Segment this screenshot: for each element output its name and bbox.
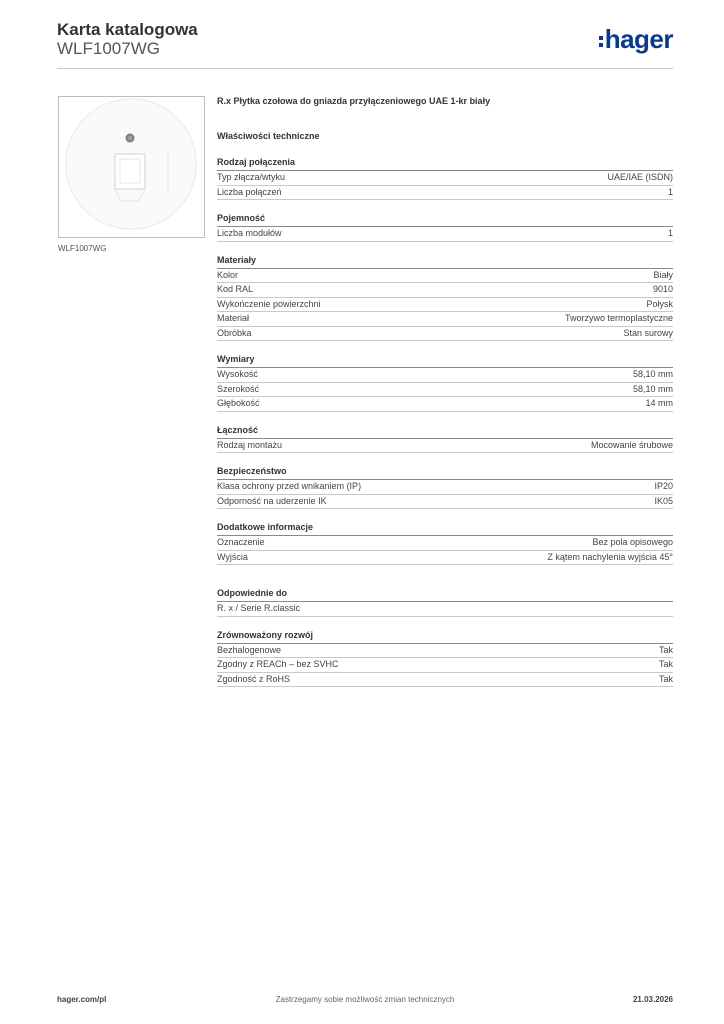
spec-label: Zgodność z RoHS (217, 673, 291, 684)
product-image (59, 97, 204, 237)
spec-section (217, 587, 673, 617)
spec-row (217, 644, 673, 659)
spec-section (217, 521, 673, 565)
spec-row (217, 551, 673, 566)
spec-value: Biały (653, 269, 673, 280)
spec-value: Tak (658, 673, 673, 684)
spec-label: R. x / Serie R.classic (217, 603, 301, 613)
spec-row (217, 439, 673, 454)
footer-website: hager.com/pl (57, 995, 107, 1004)
spec-label: Liczba połączeń (217, 186, 282, 197)
spec-value: 9010 (652, 284, 673, 294)
spec-row (217, 227, 673, 242)
spec-value: 58,10 mm (632, 369, 673, 379)
product-name: R.x Płytka czołowa do gniazda przyłączeniowego UAE 1-kr biały (217, 96, 491, 106)
spec-label: Wyjścia (217, 551, 248, 562)
section-title: Rodzaj połączenia (217, 156, 673, 171)
spec-label: Głębokość (217, 398, 260, 408)
spec-row (217, 480, 673, 495)
spec-label: Oznaczenie (217, 537, 265, 547)
image-caption: WLF1007WG (58, 244, 107, 253)
spec-label: Liczba modułów (217, 228, 282, 238)
spec-row (217, 283, 673, 298)
spec-label: Obróbka (217, 327, 252, 338)
spec-value: IP20 (654, 481, 673, 491)
spec-row (217, 383, 673, 398)
spec-label: Kolor (217, 269, 239, 280)
technical-properties-heading: Właściwości techniczne (217, 131, 320, 141)
spec-row (217, 673, 673, 688)
spec-value: IK05 (654, 495, 673, 506)
page-header (57, 20, 673, 70)
spec-label: Kod RAL (217, 284, 254, 294)
spec-row (217, 186, 673, 201)
spec-label: Wysokość (217, 369, 258, 379)
footer-date: 21.03.2026 (632, 995, 673, 1004)
section-title: Pojemność (217, 212, 673, 227)
spec-label: Wykończenie powierzchni (217, 298, 321, 309)
spec-value: Połysk (646, 298, 673, 309)
logo-dots-icon (599, 36, 603, 47)
spec-value: Stan surowy (623, 327, 673, 338)
product-code: WLF1007WG (57, 39, 160, 58)
section-title: Wymiary (217, 353, 673, 368)
spec-label: Odporność na uderzenie IK (217, 495, 327, 506)
spec-label: Rodzaj montażu (217, 439, 283, 450)
spec-value: Tak (658, 659, 673, 669)
spec-label: Klasa ochrony przed wnikaniem (IP) (217, 481, 362, 491)
spec-sections (217, 156, 673, 687)
spec-value: UAE/IAE (ISDN) (607, 172, 673, 182)
spec-section (217, 156, 673, 200)
spec-value: 14 mm (645, 398, 673, 408)
spec-label: Szerokość (217, 383, 260, 394)
section-title: Dodatkowe informacje (217, 521, 673, 536)
spec-value: Bez pola opisowego (592, 537, 673, 547)
header-divider (57, 68, 673, 69)
spec-row (217, 536, 673, 551)
spec-value: 58,10 mm (632, 383, 673, 394)
spec-value: Tak (658, 644, 673, 655)
spec-value: 1 (667, 186, 673, 197)
spec-label: Bezhalogenowe (217, 644, 282, 655)
spec-row (217, 312, 673, 327)
spec-row (217, 602, 673, 617)
spec-row (217, 658, 673, 673)
spec-label: Materiał (217, 313, 250, 323)
spec-section (217, 353, 673, 412)
spec-value: Mocowanie śrubowe (590, 439, 673, 450)
spec-value: Z kątem nachylenia wyjścia 45° (547, 551, 673, 562)
product-content (217, 96, 673, 687)
product-image-frame (58, 96, 205, 238)
section-title: Materiały (217, 254, 673, 269)
spec-row (217, 298, 673, 313)
footer-disclaimer: Zastrzegamy sobie możliwość zmian technicznych (275, 995, 455, 1004)
spec-section (217, 629, 673, 688)
spec-section (217, 254, 673, 342)
spec-row (217, 397, 673, 412)
spec-row (217, 495, 673, 510)
spec-row (217, 269, 673, 284)
logo-text: hager (604, 24, 673, 54)
section-title: Odpowiednie do (217, 587, 673, 602)
spec-label: Typ złącza/wtyku (217, 172, 286, 182)
section-title: Łączność (217, 424, 673, 439)
section-title: Zrównoważony rozwój (217, 629, 673, 644)
document-title: Karta katalogowa (57, 20, 198, 39)
spec-row (217, 327, 673, 342)
spec-section (217, 465, 673, 509)
spec-row (217, 171, 673, 186)
spec-value: 1 (667, 228, 673, 238)
section-title: Bezpieczeństwo (217, 465, 673, 480)
spec-row (217, 368, 673, 383)
hager-logo (599, 26, 673, 52)
spec-section (217, 424, 673, 454)
spec-section (217, 212, 673, 242)
spec-value: Tworzywo termoplastyczne (564, 313, 673, 323)
spec-label: Zgodny z REACh – bez SVHC (217, 659, 339, 669)
